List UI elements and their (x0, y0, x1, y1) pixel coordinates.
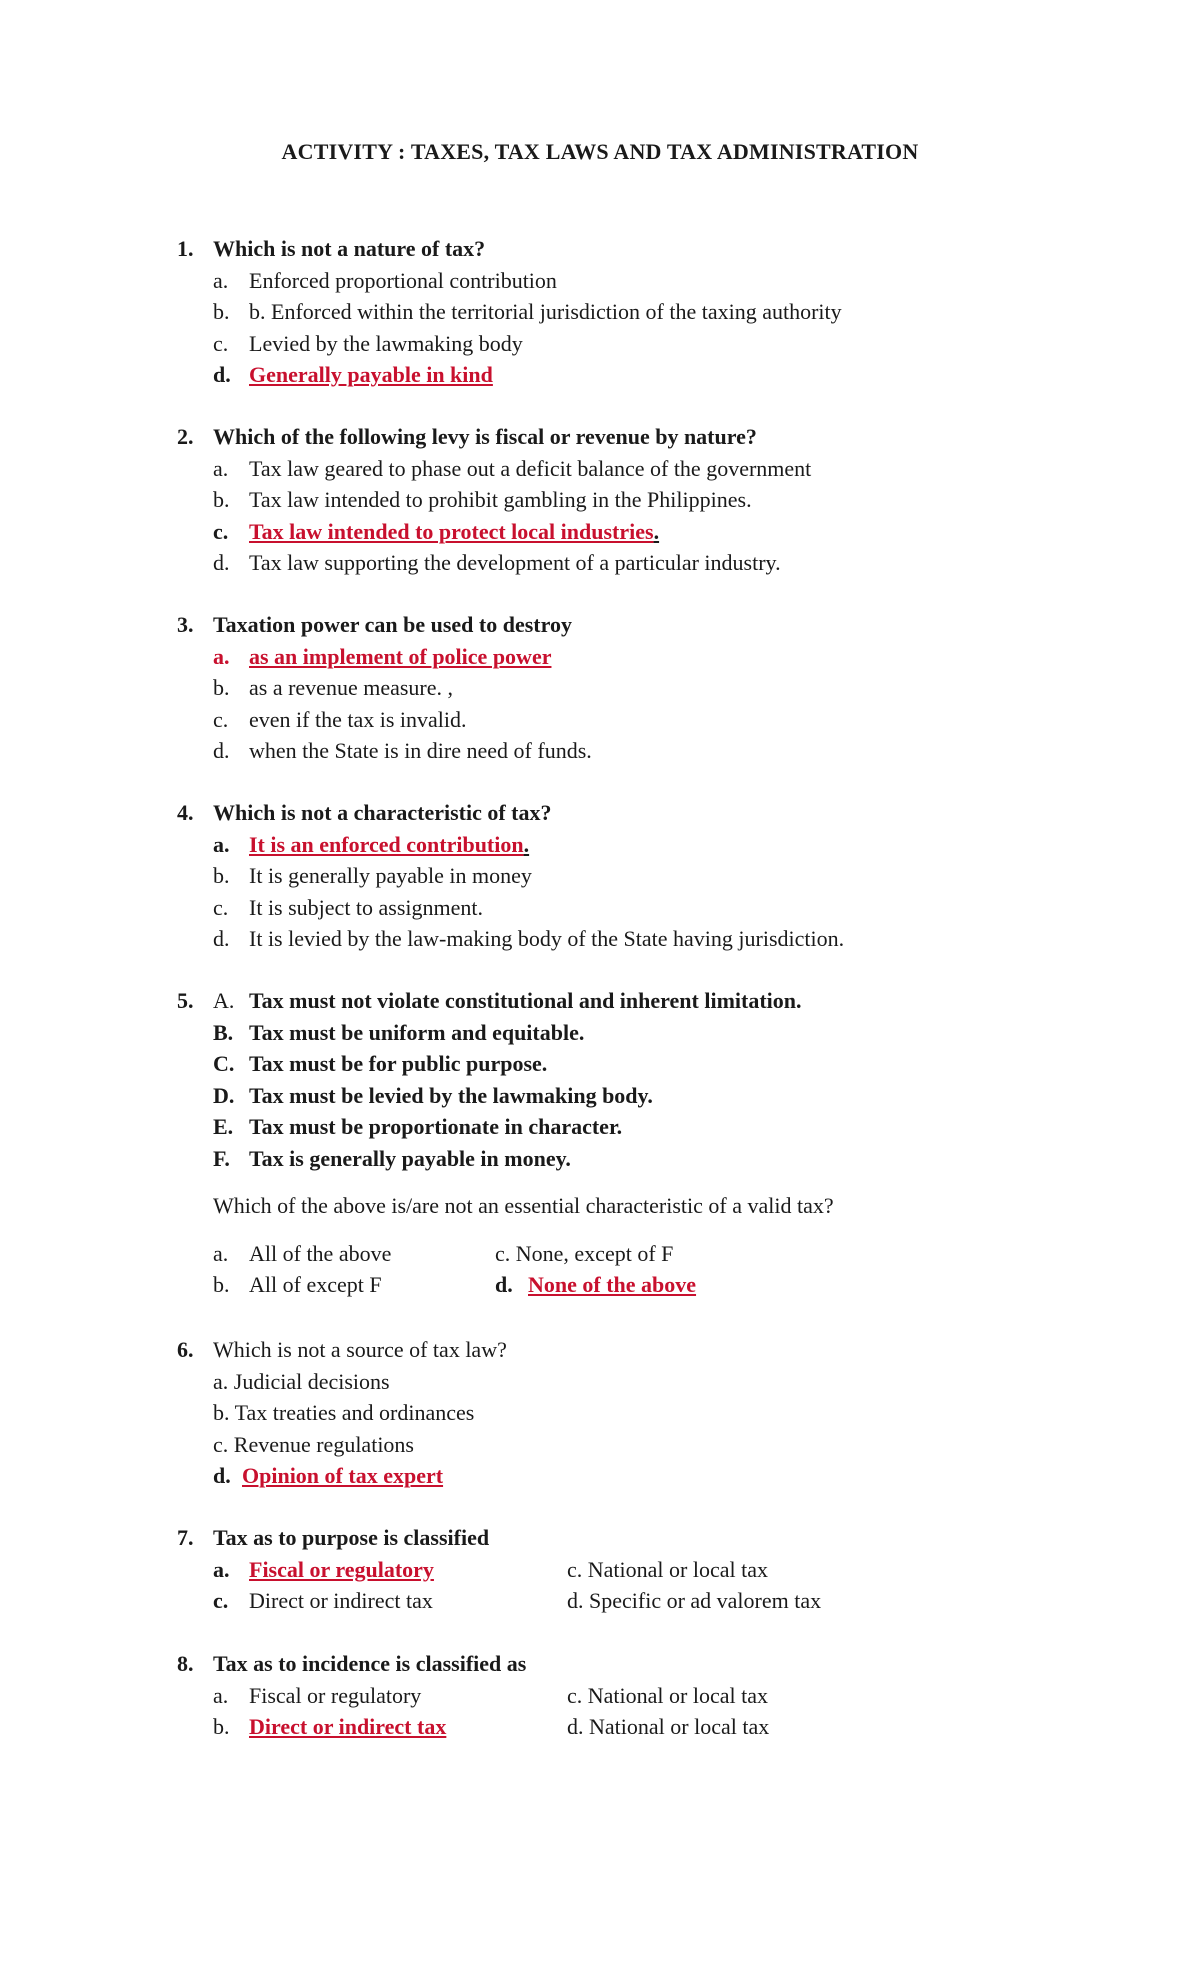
question-text: Which is not a nature of tax? (213, 236, 486, 261)
option-letter: b. (213, 299, 230, 324)
question-3 (177, 609, 997, 767)
correct-answer: Generally payable in kind (249, 362, 493, 387)
option-text: It is levied by the law-making body of the State having jurisdiction. (249, 926, 845, 951)
statement-text: Tax must not violate constitutional and inherent limitation. (249, 988, 802, 1013)
option-letter: c. (213, 1588, 229, 1613)
option-text: b. Enforced within the territorial jurisdiction of the taxing authority (249, 299, 842, 324)
question-text: Which is not a characteristic of tax? (213, 800, 552, 825)
question-number: 6. (177, 1337, 194, 1362)
option-text: Tax law supporting the development of a particular industry. (249, 550, 781, 575)
option-text: All of except F (249, 1272, 382, 1297)
option-text: It is generally payable in money (249, 863, 532, 888)
option-letter: c. (213, 894, 229, 920)
option-text: Enforced proportional contribution (249, 267, 557, 293)
question-4 (177, 797, 997, 955)
option-text: d. National or local tax (567, 1714, 770, 1739)
option-letter: a. (213, 1682, 229, 1708)
correct-answer: as an implement of police power (249, 643, 552, 669)
option-letter: b. (213, 487, 230, 512)
option-letter: c. (213, 518, 229, 544)
statement-letter: F. (213, 1145, 230, 1171)
punctuation: . (523, 831, 530, 857)
correct-answer: None of the above (528, 1272, 697, 1297)
statement-text: Tax is generally payable in money. (249, 1145, 571, 1171)
option-letter: b. (213, 863, 230, 888)
question-number: 4. (177, 800, 194, 825)
option-text: Tax law geared to phase out a deficit balance of the government (249, 455, 812, 481)
statement-letter: B. (213, 1019, 234, 1045)
option-text: c. National or local tax (567, 1556, 768, 1582)
statement-text: Tax must be proportionate in character. (249, 1114, 623, 1139)
option-text: Tax law intended to prohibit gambling in the Philippines. (249, 487, 752, 512)
option-letter: c. (213, 706, 229, 732)
option-letter: d. (213, 926, 230, 951)
option-text: when the State is in dire need of funds. (249, 738, 592, 763)
option-letter: b. (213, 1714, 230, 1739)
option-text: It is subject to assignment. (249, 894, 484, 920)
option-text: c. National or local tax (567, 1682, 768, 1708)
option-text: Fiscal or regulatory (249, 1682, 422, 1708)
question-text: Taxation power can be used to destroy (213, 612, 572, 637)
statement-text: Tax must be for public purpose. (249, 1051, 548, 1076)
question-text: Which of the above is/are not an essential characteristic of a valid tax? (213, 1193, 834, 1218)
option-text: c. None, except of F (495, 1240, 674, 1266)
option-letter: a. (213, 1240, 229, 1266)
option-letter: a. (213, 1556, 230, 1582)
option-text: d. Specific or ad valorem tax (567, 1588, 822, 1613)
punctuation: . (653, 518, 660, 544)
question-number: 3. (177, 612, 194, 637)
correct-answer: Tax law intended to protect local industries (249, 518, 654, 544)
statement-letter: E. (213, 1114, 234, 1139)
option-letter: d. (213, 738, 230, 763)
question-8 (177, 1648, 997, 1743)
option-text: as a revenue measure. , (249, 675, 454, 700)
option-letter: d. (213, 362, 231, 387)
option-letter: b. (213, 675, 230, 700)
correct-answer: Opinion of tax expert (242, 1463, 444, 1488)
option-letter: a. (213, 267, 229, 293)
question-2 (177, 421, 997, 579)
correct-answer: Fiscal or regulatory (249, 1556, 434, 1582)
question-number: 2. (177, 424, 194, 449)
option-letter: c. (213, 330, 229, 356)
correct-answer: Direct or indirect tax (249, 1714, 447, 1739)
option-text: All of the above (249, 1240, 392, 1266)
question-number: 7. (177, 1525, 194, 1550)
option-letter: a. (213, 831, 230, 857)
question-5 (177, 985, 997, 1301)
option-letter: b. (213, 1272, 230, 1297)
option-letter: a. (213, 455, 229, 481)
statement-text: Tax must be levied by the lawmaking body. (249, 1082, 653, 1108)
statement-text: Tax must be uniform and equitable. (249, 1019, 585, 1045)
statement-letter: D. (213, 1082, 235, 1108)
option-text: c. Revenue regulations (213, 1431, 414, 1457)
option-text: even if the tax is invalid. (249, 706, 467, 732)
question-6 (177, 1334, 997, 1492)
statement-letter: C. (213, 1051, 235, 1076)
question-text: Tax as to incidence is classified as (213, 1651, 527, 1676)
question-text: Which of the following levy is fiscal or revenue by nature? (213, 424, 757, 449)
option-letter: d. (213, 550, 230, 575)
correct-answer: It is an enforced contribution (249, 831, 524, 857)
question-number: 1. (177, 236, 194, 261)
question-text: Tax as to purpose is classified (213, 1525, 490, 1550)
option-text: b. Tax treaties and ordinances (213, 1400, 475, 1425)
statement-letter: A. (213, 988, 235, 1013)
option-text: Direct or indirect tax (249, 1588, 433, 1613)
question-text: Which is not a source of tax law? (213, 1337, 507, 1362)
question-number: 8. (177, 1651, 194, 1676)
option-text: Levied by the lawmaking body (249, 330, 523, 356)
option-letter: d. (495, 1272, 513, 1297)
option-letter: d. (213, 1463, 231, 1488)
page-title: ACTIVITY : TAXES, TAX LAWS AND TAX ADMINISTRATION (281, 139, 919, 164)
question-7 (177, 1522, 997, 1617)
option-text: a. Judicial decisions (213, 1368, 390, 1394)
question-1 (177, 233, 997, 391)
option-letter: a. (213, 643, 230, 669)
question-number: 5. (177, 988, 194, 1013)
